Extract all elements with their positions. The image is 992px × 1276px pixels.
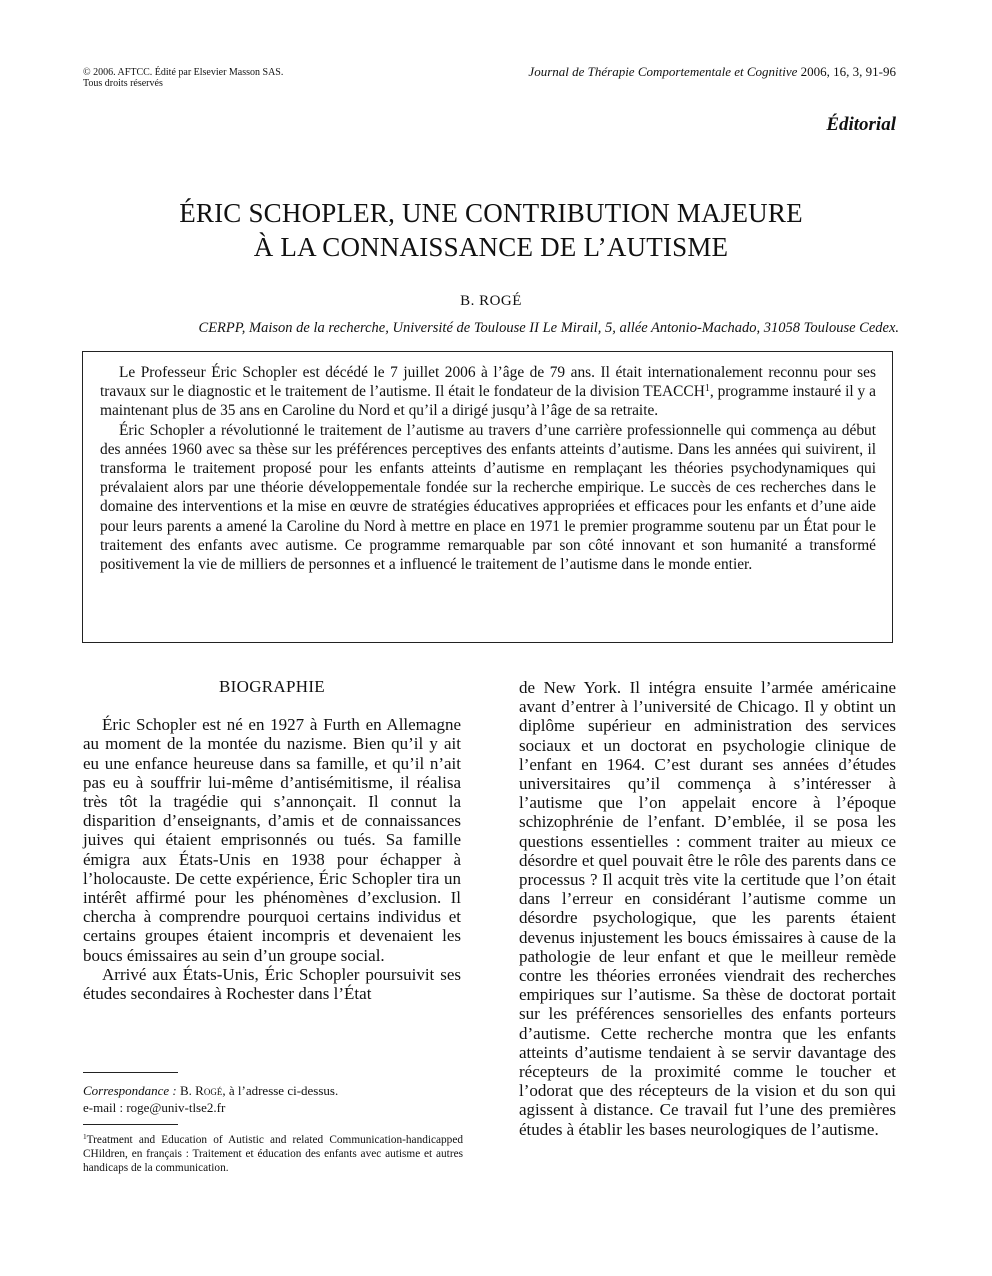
abstract-box: [82, 351, 893, 643]
article-title: [83, 196, 899, 264]
biography-paragraph-1: Éric Schopler est né en 1927 à Furth en Allemagne au moment de la montée du nazisme. Bien qu’il y ait eu une enfance heureuse dans sa famille, et qu’il n’ait pas eu à souffrir lui-même d’antisémitisme, il réalisa très tôt la tragédie qui s’annonçait. Il connut la disparition d’enseignants, d’amis et de connaissances juives qui étaient emprisonnés ou tués. Sa famille émigra aux États-Unis en 1938 pour échapper à l’holocauste. De cette expérience, Éric Schopler tira un intérêt affirmé pour les phénomènes d’exclusion. Il chercha à comprendre pourquoi certains individus et certains groupes étaient incompris et devenaient les boucs émissaires au sein d’un groupe social.: [83, 715, 461, 965]
correspondence-address: , à l’adresse ci-dessus.: [222, 1083, 339, 1098]
journal-reference: [528, 64, 896, 80]
copyright-notice: [83, 67, 283, 89]
footnote-divider-2: [83, 1124, 178, 1125]
journal-issue: 2006, 16, 3, 91-96: [797, 64, 896, 79]
section-label: Éditorial: [826, 114, 896, 135]
title-line-1: ÉRIC SCHOPLER, UNE CONTRIBUTION MAJEURE: [179, 198, 803, 228]
correspondence-name: B. Rogé: [180, 1083, 223, 1098]
biography-heading: BIOGRAPHIE: [219, 677, 325, 696]
biography-paragraph-2-start: Arrivé aux États-Unis, Éric Schopler poursuivit ses études secondaires à Rochester dans l’État: [83, 964, 461, 1004]
correspondence-email: e-mail : roge@univ-tlse2.fr: [83, 1100, 226, 1115]
correspondence-label: Correspondance :: [83, 1083, 177, 1098]
correspondence-line: [83, 1082, 338, 1099]
copyright-line-1: © 2006. AFTCC. Édité par Elsevier Masson SAS.: [83, 67, 284, 78]
footnote-marker: 1: [704, 383, 710, 395]
footnote-number: 1: [83, 1132, 87, 1142]
body-column-right: [519, 678, 896, 1139]
abstract-paragraph-2: Éric Schopler a révolutionné le traitement de l’autisme au travers d’une carrière professionnelle qui commença au début des années 1960 avec sa thèse sur les préférences perceptives des enfants atteints d’autisme. Dans les années qui suivirent, il transforma le traitement proposé pour les enfants atteints d’autisme en remplaçant les théories psychodynamiques qui prévalaient alors par une théorie développementale fondée sur la recherche empirique. Le succès de ces recherches dans le domaine des interventions et la mise en œuvre de stratégies éducatives appropriées et efficaces pour les enfants et d’une aide pour leurs parents a amené la Caroline du Nord à mettre en place en 1971 le premier programme soutenu par un État pour le traitement des enfants avec autisme. Ce programme remarquable par son côté innovant et son humanité a transformé positivement la vie de milliers de personnes et a influencé le traitement de l’autisme dans le monde entier.: [100, 421, 876, 574]
footnote-1: [83, 1133, 463, 1175]
title-line-2: À LA CONNAISSANCE DE L’AUTISME: [253, 232, 729, 262]
author: B. ROGÉ: [460, 293, 522, 309]
body-column-left: [83, 677, 461, 1003]
journal-name: Journal de Thérapie Comportementale et Cognitive: [528, 64, 798, 79]
affiliation: CERPP, Maison de la recherche, Université de Toulouse II Le Mirail, 5, allée Antonio-Machado, 31058 Toulouse Cedex.: [198, 320, 899, 336]
copyright-line-2: Tous droits réservés: [83, 78, 163, 89]
correspondence-block: [83, 1082, 338, 1116]
footnote-divider: [83, 1072, 178, 1073]
biography-paragraph-2-continued: de New York. Il intégra ensuite l’armée américaine avant d’entrer à l’université de Chicago. Il y obtint un diplôme supérieur en administration des services sociaux et un doctorat en psychologie clinique de l’enfant en 1964. C’est durant ses années d’études universitaires qu’il commença à s’intéresser à l’autisme que l’on appelait encore à l’époque schizophrénie de l’enfant. D’emblée, il se posa les questions essentielles : comment traiter au mieux ce désordre et quel pouvait être le rôle des parents dans ce processus ? Il acquit très vite la certitude que l’on était dans l’erreur en considérant l’autisme comme un désordre psychologique, que les parents étaient devenus injustement les boucs émissaires à cause de la pathologie de leur enfant et que le meilleur remède contre les théories erronées viendrait des recherches empiriques sur l’autisme. Sa thèse de doctorat portait sur les préférences sensorielles des enfants porteurs d’autisme. Cette recherche montra que les enfants atteints d’autisme tendaient à se servir davantage des récepteurs de la proximité comme le toucher et l’odorat que des récepteurs de la vision et du son qui agissent à distance. Ce travail fut l’une des premières études à établir les bases neurologiques de l’autisme.: [519, 678, 896, 1139]
footnote-text: Treatment and Education of Autistic and related Communication-handicapped CHildren, en français : Traitement et éducation des enfants avec autisme et autres handicaps de la communication.: [83, 1134, 463, 1174]
abstract-paragraph-1: Le Professeur Éric Schopler est décédé le 7 juillet 2006 à l’âge de 79 ans. Il était internationalement reconnu pour ses travaux sur le diagnostic et le traitement de l’autisme. Il était le fondateur de la division TEACCH$^1$, programme instauré il y a maintenant plus de 35 ans en Caroline du Nord et qu’il a dirigé jusqu’à l’âge de sa retraite.: [100, 364, 877, 420]
